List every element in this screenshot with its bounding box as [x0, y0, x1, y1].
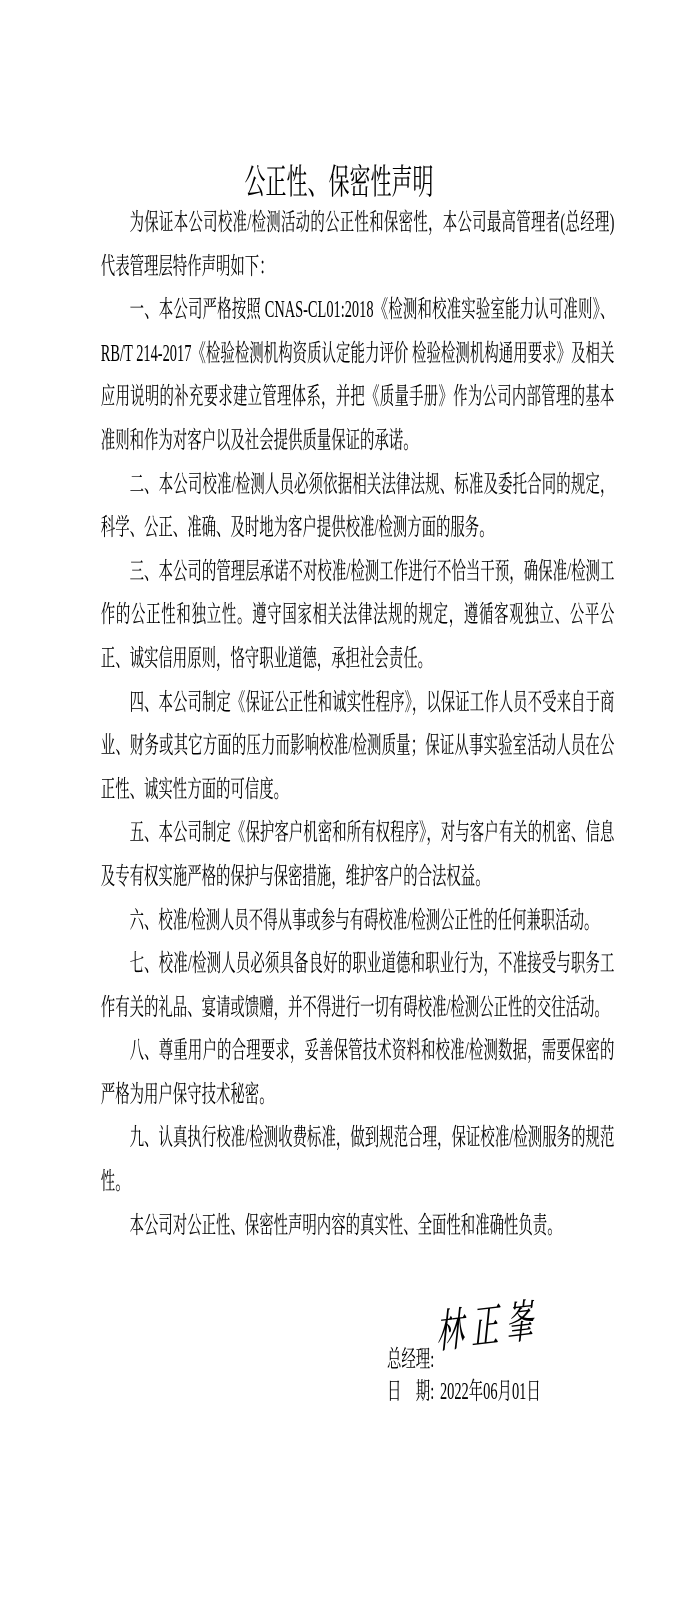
signature-date-line	[387, 1378, 541, 1407]
paragraph-clause-5: 五、本公司制定《保护客户机密和所有权程序》，对与客户有关的机密、信息及专有权实施严格的保护与保密措施，维护客户的合法权益。	[100, 820, 615, 890]
document-title: 公正性、保密性声明	[244, 163, 434, 203]
paragraph-clause-8: 八、尊重用户的合理要求，妥善保管技术资料和校准/检测数据，需要保密的严格为用户保守技术秘密。	[100, 1038, 615, 1108]
signature-role-label: 总经理:	[387, 1347, 435, 1373]
paragraph-clause-7: 七、校准/检测人员必须具备良好的职业道德和职业行为，不准接受与职务工作有关的礼品、宴请或馈赠，并不得进行一切有碍校准/检测公正性的交往活动。	[100, 951, 615, 1021]
document-body	[101, 202, 615, 1248]
paragraph-clause-6: 六、校准/检测人员不得从事或参与有碍校准/检测公正性的任何兼职活动。	[129, 907, 599, 934]
paragraph-clause-4: 四、本公司制定《保证公正性和诚实性程序》，以保证工作人员不受来自于商业、财务或其它方面的压力而影响校准/检测质量；保证从事实验室活动人员在公正性、诚实性方面的可信度。	[100, 689, 615, 803]
handwritten-signature: 林正峯	[435, 1294, 542, 1358]
paragraph-clause-1: 一、本公司严格按照 CNAS-CL01:2018《检测和校准实验室能力认可准则》、RB/T 214-2017《检验检测机构资质认定能力评价 检验检测机构通用要求》及相关应用说明的补充要求建立管理体系，并把《质量手册》作为公司内部管理的基本准则和作为对客户以及社会提供质量保证的承诺。	[100, 297, 615, 454]
date-value: 2022年06月01日	[439, 1379, 541, 1405]
paragraph-closing: 本公司对公正性、保密性声明内容的真实性、全面性和准确性负责。	[129, 1212, 562, 1239]
paragraph-intro: 为保证本公司校准/检测活动的公正性和保密性，本公司最高管理者(总经理)代表管理层特作声明如下：	[100, 210, 615, 280]
paragraph-clause-3: 三、本公司的管理层承诺不对校准/检测工作进行不恰当干预，确保准/检测工作的公正性和独立性。遵守国家相关法律法规的规定，遵循客观独立、公平公正、诚实信用原则，恪守职业道德，承担社会责任。	[100, 558, 615, 672]
paragraph-clause-2: 二、本公司校准/检测人员必须依据相关法律法规、标准及委托合同的规定，科学、公正、准确、及时地为客户提供校准/检测方面的服务。	[100, 471, 615, 542]
date-label: 日 期:	[387, 1379, 435, 1405]
paragraph-clause-9: 九、认真执行校准/检测收费标准，做到规范合理，保证校准/检测服务的规范性。	[100, 1125, 615, 1196]
